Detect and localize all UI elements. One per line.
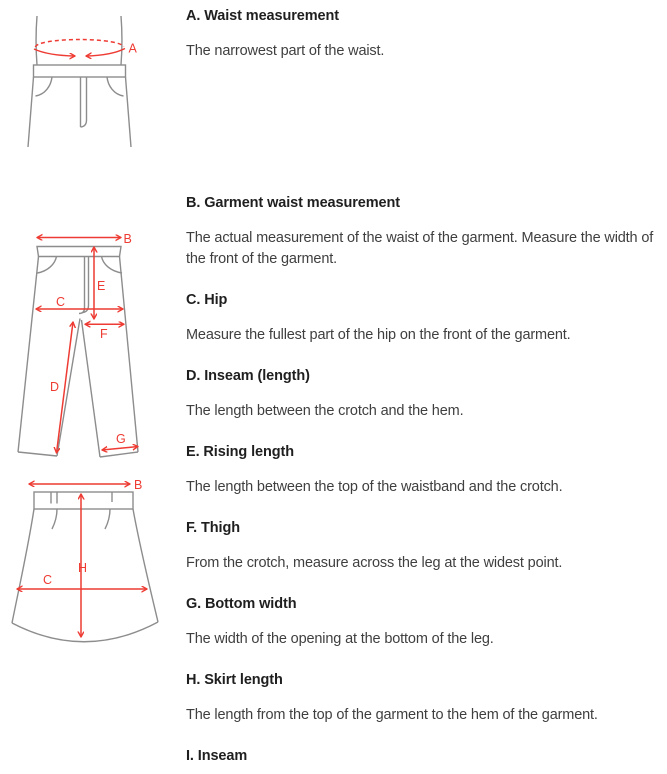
label-c: C bbox=[43, 573, 53, 587]
desc-skirt-length: The length from the top of the garment to the hem of the garment. bbox=[186, 707, 598, 723]
desc-waist-measurement: The narrowest part of the waist. bbox=[186, 43, 385, 59]
section-garment-measurements bbox=[186, 193, 667, 767]
heading-bottom-width: G. Bottom width bbox=[186, 596, 297, 612]
section-waist bbox=[186, 6, 667, 62]
skirt-diagram bbox=[0, 470, 180, 670]
desc-hip: Measure the fullest part of the hip on the front of the garment. bbox=[186, 327, 571, 343]
skirt-measure-arrows bbox=[17, 478, 147, 637]
desc-garment-waist: The actual measurement of the waist of the garment. Measure the width of the front of the garment. bbox=[186, 230, 654, 267]
heading-waist-measurement: A. Waist measurement bbox=[186, 8, 339, 24]
arrow-g bbox=[102, 447, 138, 451]
heading-inseam-length: D. Inseam (length) bbox=[186, 368, 310, 384]
pants-outline bbox=[18, 247, 138, 458]
label-b: B bbox=[123, 232, 132, 246]
heading-hip: C. Hip bbox=[186, 292, 228, 308]
label-c: C bbox=[56, 295, 66, 309]
heading-skirt-length: H. Skirt length bbox=[186, 672, 283, 688]
label-b: B bbox=[134, 478, 143, 492]
torso-outline bbox=[28, 16, 131, 147]
heading-rising-length: E. Rising length bbox=[186, 444, 294, 460]
label-h: H bbox=[78, 561, 88, 575]
label-a: A bbox=[128, 41, 137, 56]
label-g: G bbox=[116, 432, 126, 446]
desc-bottom-width: The width of the opening at the bottom of the leg. bbox=[186, 631, 494, 647]
desc-thigh: From the crotch, measure across the leg at the widest point. bbox=[186, 555, 563, 571]
pants-diagram bbox=[0, 225, 180, 470]
desc-rising-length: The length between the top of the waistband and the crotch. bbox=[186, 479, 563, 495]
heading-inseam: I. Inseam bbox=[186, 748, 248, 764]
label-f: F bbox=[100, 327, 108, 341]
heading-garment-waist: B. Garment waist measurement bbox=[186, 195, 400, 211]
label-d: D bbox=[50, 380, 60, 394]
label-e: E bbox=[97, 279, 106, 293]
waist-diagram bbox=[0, 0, 180, 160]
desc-inseam-length: The length between the crotch and the hem. bbox=[186, 403, 464, 419]
heading-thigh: F. Thigh bbox=[186, 520, 240, 536]
